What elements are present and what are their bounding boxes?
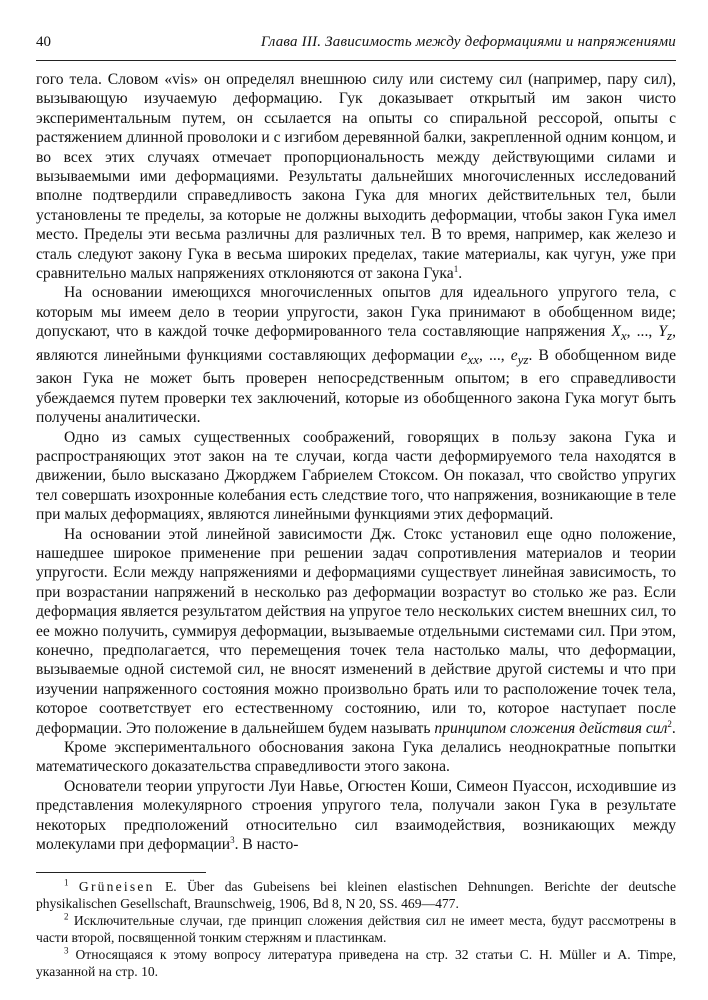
paragraph-4: На основании этой линейной зависимости Дж. Стокс установил еще одно положение, нашедшее широкое применение при решении задач сопротивления материалов и теории упругости. Если между напряжениями и деформациями существует линейная зависимость, то при возрастании напряжений в несколько раз деформации возрастут во столько же раз. Если деформация является результатом действия на упругое тело нескольких систем внешних сил, то ее можно получить, суммируя деформации, вызываемые отдельными системами сил. При этом, конечно, предполагается, что перемещения точек тела настолько малы, что деформации, вызываемые одной системой сил, не вносят изменений в действие другой системы и что при изучении напряженного состояния можно произвольно брать или то расположение точек тела, которое соответствует его естественному состоянию, или то, которое наступает после деформации. Это положение в дальнейшем будем называть принципом сложения действия сил$^2$. (36, 525, 676, 737)
paragraph-3: Одно из самых существенных соображений, говорящих в пользу закона Гука и распространяющих этот закон на те случаи, когда части деформируемого тела находятся в движении, было высказано Джорджем Габриелем Стоксом. Он показал, что свойство упругих тел совершать изохронные колебания есть следствие того, что напряжения, возникающие в теле при малых деформациях, являются линейными функциями этих деформаций. (36, 428, 676, 524)
footnotes (36, 878, 676, 980)
strain-component-first: $e_{xx}$ (460, 346, 480, 367)
stress-component-first: $X_x$ (611, 323, 627, 344)
footnote-1: $^1$ Grüneisen E. Über das Gubeisens bei kleinen elastischen Dehnungen. Berichte der deutsche physikalischen Gesellschaft, Braunschweig, 1906, Bd 8, N 20, SS. 469—477. (36, 877, 677, 911)
chapter-title: Глава III. Зависимость между деформациями и напряжениями (260, 34, 676, 50)
strain-component-last: $e_{yz}$ (510, 346, 529, 367)
footnote-1-author: Grüneisen (78, 879, 155, 894)
paragraph-5: Кроме экспериментального обоснования закона Гука делались неоднократные попытки математического доказательства справедливости этого закона. (36, 739, 676, 776)
running-header (36, 34, 676, 56)
footnote-ref-2: 2 (667, 718, 672, 729)
stress-component-last: $Y_z$ (658, 323, 673, 344)
footnote-rule (36, 872, 206, 873)
paragraph-2: На основании имеющихся многочисленных опытов для идеального упругого тела, с которым мы имеем дело в теории упругости, закон Гука принимают в обобщенном виде; допускают, что в каждой точке деформированного тела составляющие напряжения $X_x$, ..., $Y_z$, являются линейными функциями составляющих деформации $e_{xx}$, ..., $e_{yz}$. В обобщенном виде закон Гука не может быть проверен непосредственным опытом; в его справедливости убеждаемся путем проверки тех заключений, которые из обобщенного закона Гука могут быть получены аналитически. (36, 284, 677, 427)
footnote-ref-3: 3 (230, 834, 235, 845)
principle-term: принципом сложения действия сил (434, 719, 668, 737)
footnote-ref-1: 1 (453, 263, 459, 274)
header-rule (36, 60, 676, 61)
paragraph-6: Основатели теории упругости Луи Навье, Огюстен Коши, Симеон Пуассон, исходившие из представления молекулярного строения упругого тела, получали закон Гука в результате некоторых предположений относительно сил взаимодействия, возникающих между молекулами при деформации$^3$. В насто- (36, 777, 676, 854)
paragraph-1: гого тела. Словом «vis» он определял внешнюю силу или систему сил (например, пару сил), вызывающую изучаемую деформацию. Гук доказывает открытый им закон чисто экспериментальным путем, он ссылается на опыты со спиральной рессорой, опыты с растяжением длинной проволоки и с изгибом деревянной балки, закрепленной одним концом, и во всех этих случаях отмечает пропорциональность между действующими силами и вызываемыми ими деформациями. Результаты дальнейших многочисленных исследований вполне подтвердили справедливость закона Гука для многих действительных тел, были установлены те пределы, за которые не должны выходить деформации, чтобы закон Гука имел место. Пределы эти весьма различны для различных тел. В то время, например, как железо и сталь следуют закону Гука в весьма широких пределах, такие материалы, как чугун, уже при сравнительно малых напряжениях отклоняются от закона Гука$^1$. (36, 71, 676, 283)
main-text (36, 70, 676, 854)
footnote-2: $^2$ Исключительные случаи, где принцип сложения действия сил не имеет места, будут рассмотрены в части второй, посвященной тонким стержням и пластинкам. (36, 911, 676, 945)
footnote-3: $^3$ Относящаяся к этому вопросу литература приведена на стр. 32 статьи С. Н. Müller и А. Timpe, указанной на стр. 10. (36, 945, 676, 979)
page-number: 40 (36, 34, 51, 50)
